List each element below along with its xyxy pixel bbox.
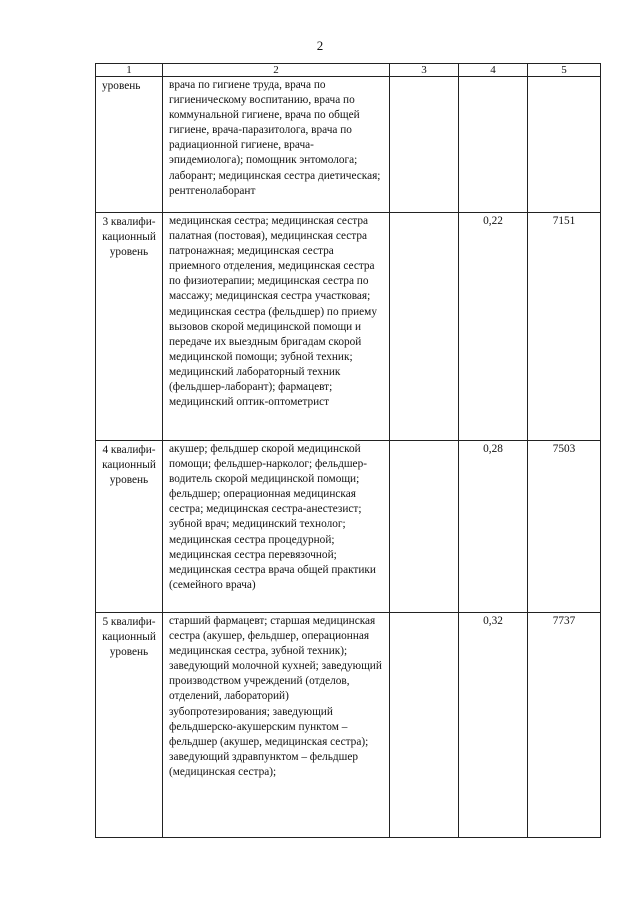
qualification-table — [95, 63, 601, 838]
col3-cell — [390, 213, 459, 441]
col3-cell — [390, 441, 459, 613]
table-row — [96, 441, 601, 613]
table-header-row — [96, 64, 601, 77]
positions-cell: медицинская сестра; медицинская сестра палатная (постовая), медицинская сестра патронажная; медицинская сестра приемного отделения, медицинская сестра по физиотерапии; медицинская сестра по массажу; медицинская сестра участковая; медицинская сестра (фельдшер) по приему вызовов скорой медицинской помощи и передаче их выездным бригадам скорой медицинской помощи; зубной техник; медицинский лабораторный техник (фельдшер-лаборант); фармацевт; медицинский оптик-оптометрист — [163, 213, 390, 441]
positions-cell: акушер; фельдшер скорой медицинской помощи; фельдшер-нарколог; фельдшер-водитель скорой медицинской помощи; фельдшер; операционная медицинская сестра; медицинская сестра-анестезист; зубной врач; медицинский технолог; медицинская сестра процедурной; медицинская сестра перевязочной; медицинская сестра врача общей практики (семейного врача) — [163, 441, 390, 613]
qualification-level-cell: уровень — [96, 77, 163, 213]
header-col-5: 5 — [528, 64, 601, 77]
table-row — [96, 213, 601, 441]
salary-cell — [528, 77, 601, 213]
table-row — [96, 77, 601, 213]
salary-cell: 7503 — [528, 441, 601, 613]
qualification-level-cell: 5 квалифи-кационный уровень — [96, 613, 163, 838]
positions-cell: старший фармацевт; старшая медицинская сестра (акушер, фельдшер, операционная медицинская сестра, зубной техник); заведующий молочной кухней; заведующий производством учреждений (отделов, отделений, лабораторий) зубопротезирования; заведующий фельдшерско-акушерским пунктом – фельдшер (акушер, медицинская сестра); заведующий здравпунктом – фельдшер (медицинская сестра); — [163, 613, 390, 838]
col3-cell — [390, 613, 459, 838]
salary-cell: 7737 — [528, 613, 601, 838]
page-number: 2 — [316, 38, 324, 53]
col3-cell — [390, 77, 459, 213]
coefficient-cell — [459, 77, 528, 213]
header-col-2: 2 — [163, 64, 390, 77]
header-col-4: 4 — [459, 64, 528, 77]
coefficient-cell: 0,28 — [459, 441, 528, 613]
header-col-3: 3 — [390, 64, 459, 77]
table-row — [96, 613, 601, 838]
qualification-level-cell: 3 квалифи-кационный уровень — [96, 213, 163, 441]
salary-cell: 7151 — [528, 213, 601, 441]
header-col-1: 1 — [96, 64, 163, 77]
positions-cell: врача по гигиене труда, врача по гигиеническому воспитанию, врача по коммунальной гигиене, врача по общей гигиене, врача-паразитолога, врача по радиационной гигиене, врача-эпидемиолога); помощник энтомолога; лаборант; медицинская сестра диетическая; рентгенолаборант — [163, 77, 390, 213]
coefficient-cell: 0,32 — [459, 613, 528, 838]
coefficient-cell: 0,22 — [459, 213, 528, 441]
qualification-level-cell: 4 квалифи-кационный уровень — [96, 441, 163, 613]
